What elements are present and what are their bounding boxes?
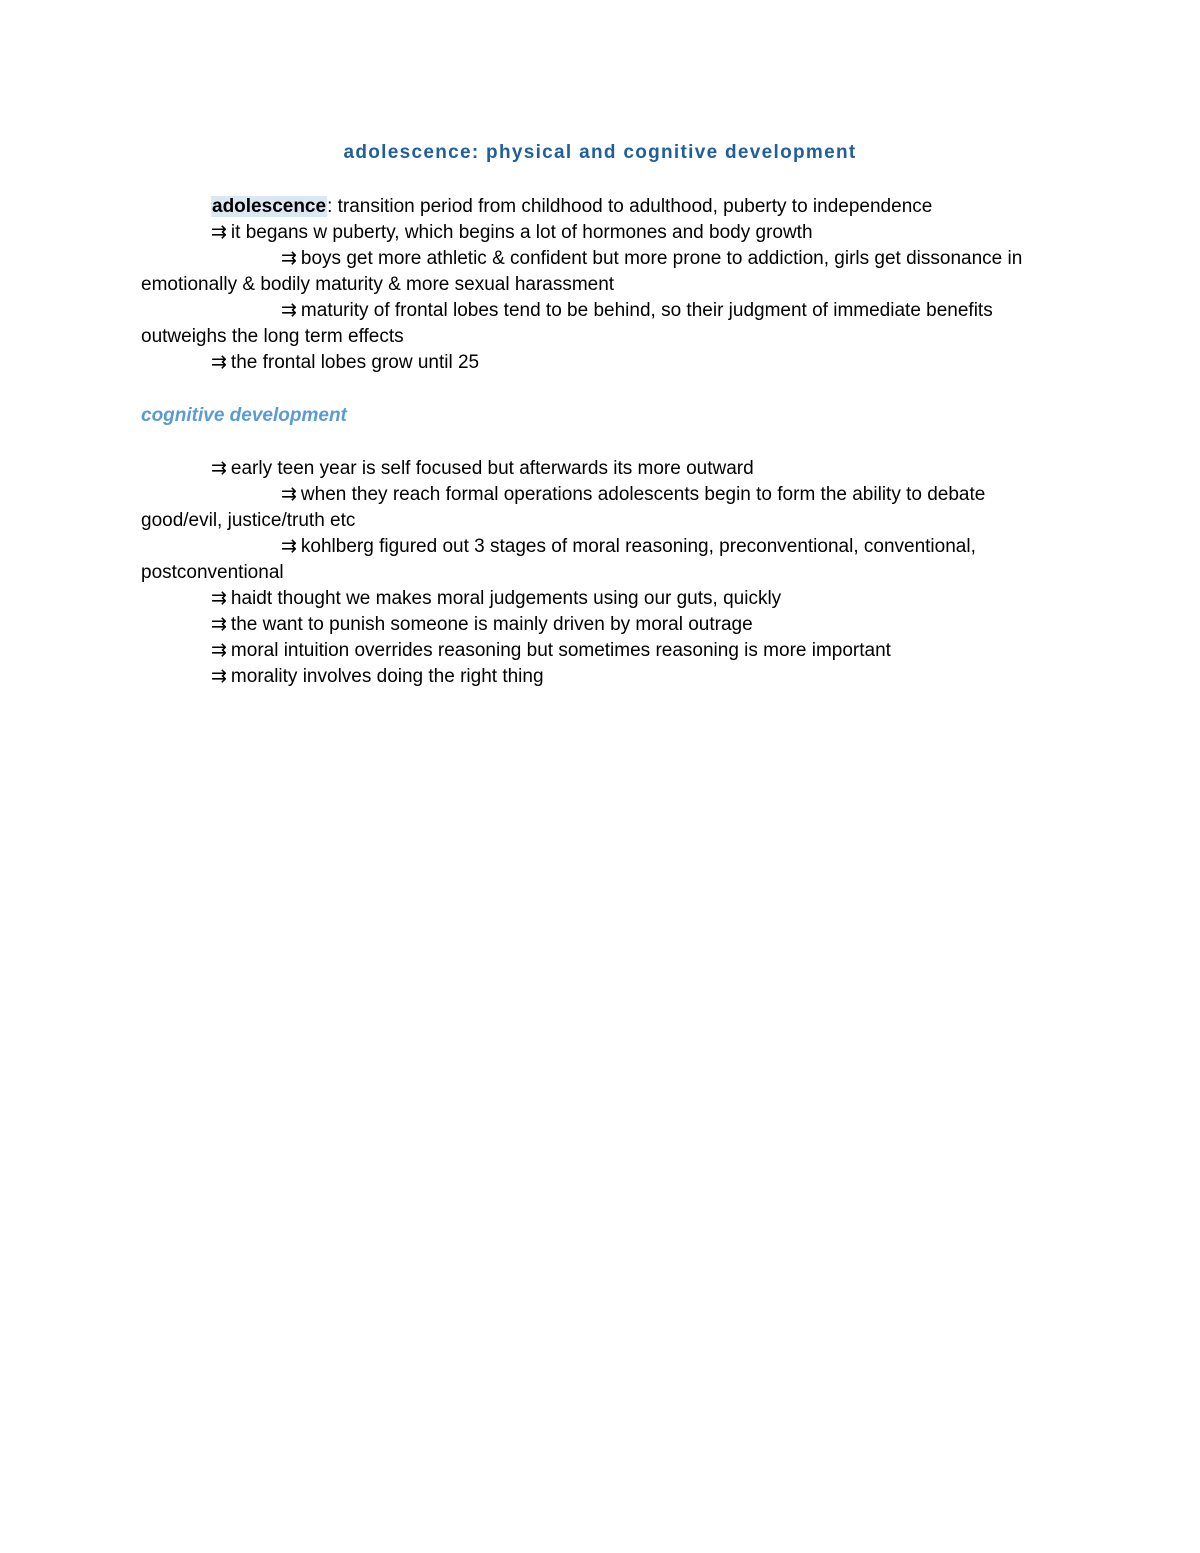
list-item: [141, 350, 1046, 376]
list-item-text: haidt thought we makes moral judgements using our guts, quickly: [230, 588, 782, 609]
list-item-text: early teen year is self focused but afterwards its more outward: [230, 458, 754, 479]
double-arrow-icon: ⇉: [281, 248, 297, 269]
list-item-text: when they reach formal operations adolescents begin to form the ability to debate good/evil, justice/truth etc: [141, 484, 986, 531]
list-item-text: the want to punish someone is mainly driven by moral outrage: [230, 614, 753, 635]
section-heading: cognitive development: [141, 405, 347, 426]
double-arrow-icon: ⇉: [211, 588, 227, 609]
spacer: [141, 376, 1046, 403]
list-item: [141, 586, 1046, 612]
definition-term: adolescence: [212, 196, 327, 217]
list-item-text: morality involves doing the right thing: [230, 666, 544, 687]
list-item-text: boys get more athletic & confident but more prone to addiction, girls get dissonance in emotionally & bodily maturity & more sexual harassment: [141, 248, 1023, 295]
list-item: [141, 298, 1046, 350]
double-arrow-icon: ⇉: [211, 458, 227, 479]
definition-text: : transition period from childhood to adulthood, puberty to independence: [327, 196, 933, 217]
list-item-text: the frontal lobes grow until 25: [230, 352, 480, 373]
list-item: [141, 664, 1046, 690]
list-item: [141, 220, 1046, 246]
double-arrow-icon: ⇉: [211, 222, 227, 243]
list-item: [141, 482, 1046, 534]
double-arrow-icon: ⇉: [281, 300, 297, 321]
list-item: [141, 456, 1046, 482]
list-item-text: maturity of frontal lobes tend to be behind, so their judgment of immediate benefits outweighs the long term effects: [141, 300, 993, 347]
list-item: [141, 246, 1046, 298]
double-arrow-icon: ⇉: [211, 640, 227, 661]
document-title: adolescence: physical and cognitive development: [343, 142, 857, 163]
list-item: [141, 638, 1046, 664]
spacer: [141, 429, 1046, 456]
list-item-text: moral intuition overrides reasoning but sometimes reasoning is more important: [230, 640, 891, 661]
document-body: [141, 194, 1046, 690]
double-arrow-icon: ⇉: [281, 484, 297, 505]
double-arrow-icon: ⇉: [281, 536, 297, 557]
list-item-text: it begans w puberty, which begins a lot of hormones and body growth: [230, 222, 813, 243]
list-item: [141, 534, 1046, 586]
definition-line: [141, 194, 1046, 220]
list-item-text: kohlberg figured out 3 stages of moral reasoning, preconventional, conventional, postconventional: [141, 536, 976, 583]
double-arrow-icon: ⇉: [211, 666, 227, 687]
double-arrow-icon: ⇉: [211, 352, 227, 373]
list-item: [141, 612, 1046, 638]
double-arrow-icon: ⇉: [211, 614, 227, 635]
